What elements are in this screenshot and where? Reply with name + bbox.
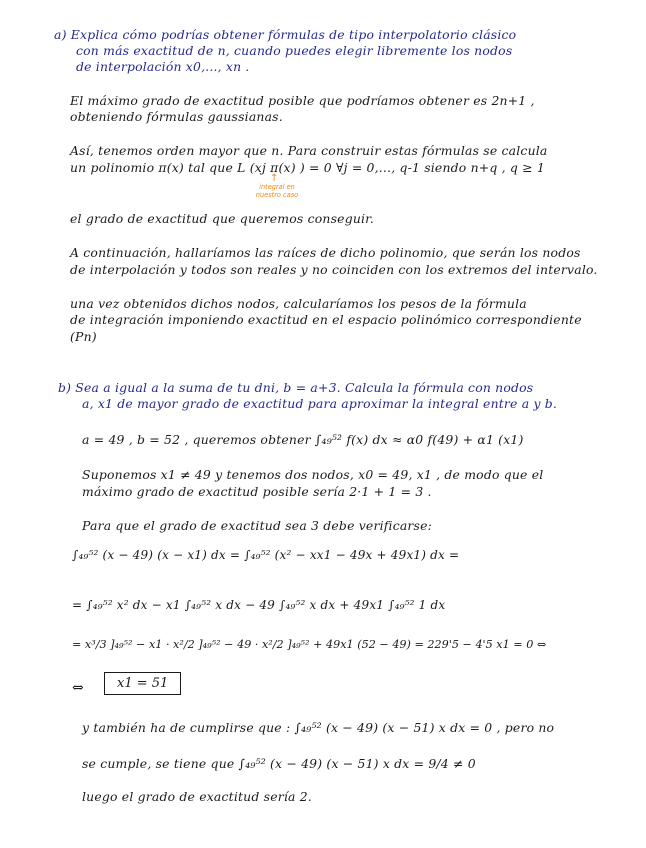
margin-note-line-1: integral en [259,183,295,191]
result-box: x1 = 51 [104,672,181,695]
part-b-question-line-2: a, x1 de mayor grado de exactitud para aproximar la integral entre a y b. [82,396,558,411]
part-b-integral-line-3: = x³/3 ]₄₉⁵² − x1 · x²/2 ]₄₉⁵² − 49 · x²/2 ]₄₉⁵² + 49x1 (52 − 49) = 229'5 − 4'5 x1 = 0 ⇔ [72,638,547,651]
part-a-answer-line-2: obteniendo fórmulas gaussianas. [70,109,283,124]
part-b-answer-line-7: luego el grado de exactitud sería 2. [82,789,312,804]
part-a-question-line-2: con más exactitud de n, cuando puedes elegir libremente los nodos [76,43,513,58]
part-a-answer-line-1: El máximo grado de exactitud posible que podríamos obtener es 2n+1 , [70,93,535,108]
part-a-answer-line-8: una vez obtenidos dichos nodos, calcularíamos los pesos de la fórmula [70,296,527,311]
part-b-answer-line-3: máximo grado de exactitud posible sería 2·1 + 1 = 3 . [82,484,432,499]
note-arrow-icon: ↑ [270,173,279,184]
part-b-answer-line-1: a = 49 , b = 52 , queremos obtener ∫₄₉⁵² f(x) dx ≈ α0 f(49) + α1 (x1) [82,432,524,447]
equivalence-symbol: ⇔ [72,680,84,696]
part-b-answer-line-4: Para que el grado de exactitud sea 3 debe verificarse: [82,518,433,533]
part-a-question-line-1: a) Explica cómo podrías obtener fórmulas de tipo interpolatorio clásico [54,27,517,42]
margin-note [252,184,302,199]
part-b-integral-line-2: = ∫₄₉⁵² x² dx − x1 ∫₄₉⁵² x dx − 49 ∫₄₉⁵² x dx + 49x1 ∫₄₉⁵² 1 dx [72,598,446,612]
part-a-answer-line-3: Así, tenemos orden mayor que n. Para construir estas fórmulas se calcula [70,143,548,158]
part-a-answer-line-10: (Pn) [70,329,97,344]
part-b-answer-line-6: se cumple, se tiene que ∫₄₉⁵² (x − 49) (x − 51) x dx = 9/4 ≠ 0 [82,756,476,771]
part-a-answer-line-9: de integración imponiendo exactitud en el espacio polinómico correspondiente [70,312,582,327]
margin-note-line-2: nuestro caso [255,190,299,199]
part-b-answer-line-5: y también ha de cumplirse que : ∫₄₉⁵² (x − 49) (x − 51) x dx = 0 , pero no [82,720,555,735]
part-a-question-line-3: de interpolación x0,..., xn . [76,59,250,74]
part-a-answer-line-5: el grado de exactitud que queremos conseguir. [70,211,375,226]
part-b-answer-line-2: Suponemos x1 ≠ 49 y tenemos dos nodos, x0 = 49, x1 , de modo que el [82,467,544,482]
part-b-integral-line-1: ∫₄₉⁵² (x − 49) (x − x1) dx = ∫₄₉⁵² (x² − xx1 − 49x + 49x1) dx = [72,548,460,562]
part-a-answer-line-6: A continuación, hallaríamos las raíces de dicho polinomio, que serán los nodos [70,245,581,260]
part-a-answer-line-4: un polinomio π(x) tal que L (xj π(x) ) = 0 ∀j = 0,..., q-1 siendo n+q , q ≥ 1 [70,160,545,175]
part-a-answer-line-7: de interpolación y todos son reales y no coinciden con los extremos del intervalo. [70,262,598,277]
part-b-question-line-1: b) Sea a igual a la suma de tu dni, b = a+3. Calcula la fórmula con nodos [58,380,534,395]
